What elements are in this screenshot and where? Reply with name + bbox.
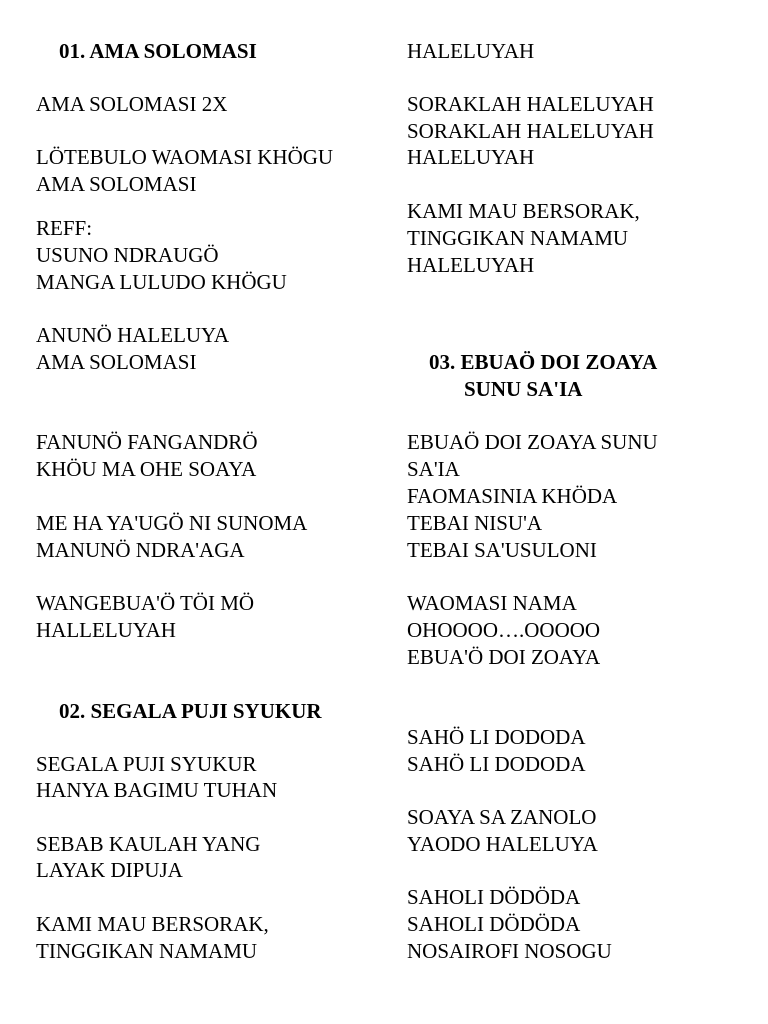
lyric-line: HANYA BAGIMU TUHAN — [36, 778, 278, 802]
lyric-line: EBUA'Ö DOI ZOAYA — [407, 645, 601, 669]
lyric-line: KHÖU MA OHE SOAYA — [36, 457, 257, 481]
song-title: 01. AMA SOLOMASI — [59, 39, 257, 63]
lyric-line: YAODO HALELUYA — [407, 832, 598, 856]
lyric-line: WAOMASI NAMA — [407, 591, 577, 615]
lyric-line: LÖTEBULO WAOMASI KHÖGU — [36, 145, 334, 169]
song-title-continued: SUNU SA'IA — [464, 377, 583, 401]
lyric-line: TINGGIKAN NAMAMU — [36, 939, 258, 963]
lyric-line: HALELUYAH — [407, 39, 535, 63]
lyric-line: HALELUYAH — [407, 145, 535, 169]
lyric-line: SAHÖ LI DODODA — [407, 752, 586, 776]
lyric-line: SEGALA PUJI SYUKUR — [36, 752, 257, 776]
lyric-line: FAOMASINIA KHÖDA — [407, 484, 618, 508]
lyric-line: ANUNÖ HALELUYA — [36, 323, 230, 347]
lyric-line: SEBAB KAULAH YANG — [36, 832, 261, 856]
lyric-line: HALLELUYAH — [36, 618, 176, 642]
lyric-line: SOAYA SA ZANOLO — [407, 805, 597, 829]
lyric-line: TEBAI SA'USULONI — [407, 538, 597, 562]
lyric-line: SAHOLI DÖDÖDA — [407, 912, 581, 936]
lyric-line: AMA SOLOMASI 2X — [36, 92, 228, 116]
lyric-line: AMA SOLOMASI — [36, 172, 197, 196]
lyric-line: EBUAÖ DOI ZOAYA SUNU — [407, 430, 658, 454]
lyric-line: SORAKLAH HALELUYAH — [407, 92, 654, 116]
lyric-line: USUNO NDRAUGÖ — [36, 243, 219, 267]
lyric-line: MANGA LULUDO KHÖGU — [36, 270, 287, 294]
lyric-line: TINGGIKAN NAMAMU — [407, 226, 629, 250]
lyric-line: HALELUYAH — [407, 253, 535, 277]
lyric-line: MANUNÖ NDRA'AGA — [36, 538, 245, 562]
lyric-line: NOSAIROFI NOSOGU — [407, 939, 612, 963]
song-title: 03. EBUAÖ DOI ZOAYA — [429, 350, 658, 374]
lyric-line: SA'IA — [407, 457, 460, 481]
song-title: 02. SEGALA PUJI SYUKUR — [59, 699, 322, 723]
lyric-line: WANGEBUA'Ö TÖI MÖ — [36, 591, 255, 615]
lyric-line: KAMI MAU BERSORAK, — [407, 199, 640, 223]
lyric-line: KAMI MAU BERSORAK, — [36, 912, 269, 936]
lyric-line: FANUNÖ FANGANDRÖ — [36, 430, 258, 454]
lyric-line: AMA SOLOMASI — [36, 350, 197, 374]
lyric-line: LAYAK DIPUJA — [36, 858, 183, 882]
lyric-line: SAHOLI DÖDÖDA — [407, 885, 581, 909]
lyric-line: OHOOOO….OOOOO — [407, 618, 601, 642]
lyric-line: ME HA YA'UGÖ NI SUNOMA — [36, 511, 308, 535]
lyric-line: TEBAI NISU'A — [407, 511, 543, 535]
lyric-line: REFF: — [36, 216, 93, 240]
lyric-line: SORAKLAH HALELUYAH — [407, 119, 654, 143]
lyric-line: SAHÖ LI DODODA — [407, 725, 586, 749]
